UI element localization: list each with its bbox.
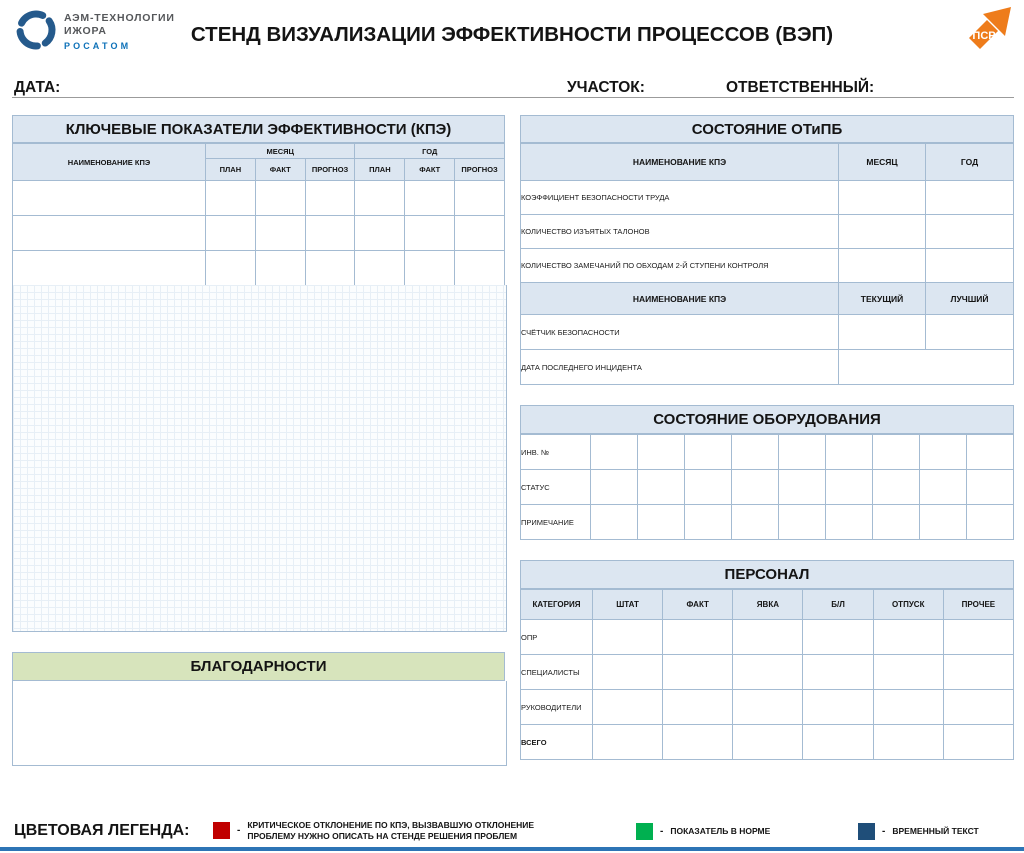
personnel-row-label: РУКОВОДИТЕЛИ — [521, 690, 593, 725]
empty-cell — [926, 181, 1014, 215]
empty-cell — [685, 470, 732, 505]
empty-cell — [826, 435, 873, 470]
legend-swatch-critical-icon — [213, 822, 230, 839]
empty-cell — [405, 216, 455, 251]
safety-row — [521, 181, 1014, 215]
safety-month-header: МЕСЯЦ — [839, 144, 926, 181]
responsible-label: ОТВЕТСТВЕННЫЙ: — [726, 79, 875, 96]
equipment-row — [521, 505, 1014, 540]
safety-row — [521, 215, 1014, 249]
personnel-total-label: ВСЕГО — [521, 725, 593, 760]
empty-cell — [593, 655, 663, 690]
safety-row-label: СЧЁТЧИК БЕЗОПАСНОСТИ — [521, 315, 839, 350]
bottom-accent-bar — [0, 847, 1024, 851]
personnel-table — [520, 589, 1014, 760]
empty-cell — [593, 725, 663, 760]
empty-cell — [926, 249, 1014, 283]
empty-cell — [206, 251, 256, 286]
empty-cell — [638, 505, 685, 540]
personnel-row — [521, 655, 1014, 690]
empty-cell — [663, 620, 733, 655]
personnel-row-label: СПЕЦИАЛИСТЫ — [521, 655, 593, 690]
legend-swatch-temporary-icon — [858, 823, 875, 840]
empty-cell — [206, 216, 256, 251]
empty-cell — [839, 249, 926, 283]
empty-cell — [663, 725, 733, 760]
personnel-fact-header: ФАКТ — [663, 590, 733, 620]
empty-cell — [593, 690, 663, 725]
empty-cell — [926, 315, 1014, 350]
kpi-name-cell — [13, 181, 206, 216]
gratitude-content-area — [12, 681, 507, 766]
personnel-sickleave-header: Б/Л — [803, 590, 873, 620]
rosatom-wordmark: РОСАТОМ — [64, 41, 132, 51]
empty-cell — [943, 725, 1013, 760]
kpi-row — [13, 181, 505, 216]
equipment-row-label: ПРИМЕЧАНИЕ — [521, 505, 591, 540]
kpi-month-header: МЕСЯЦ — [206, 144, 355, 159]
legend-dash: - — [237, 825, 241, 836]
personnel-other-header: ПРОЧЕЕ — [943, 590, 1013, 620]
kpi-name-cell — [13, 216, 206, 251]
empty-cell — [803, 690, 873, 725]
meta-underline — [12, 97, 1014, 98]
empty-cell — [685, 435, 732, 470]
legend-item-critical — [213, 820, 534, 841]
legend-title: ЦВЕТОВАЯ ЛЕГЕНДА: — [14, 822, 190, 839]
personnel-vacation-header: ОТПУСК — [873, 590, 943, 620]
kpi-row — [13, 216, 505, 251]
empty-cell — [839, 315, 926, 350]
equipment-section-title: СОСТОЯНИЕ ОБОРУДОВАНИЯ — [520, 405, 1014, 434]
empty-cell — [779, 435, 826, 470]
date-label: ДАТА: — [14, 79, 61, 96]
legend-text-critical — [247, 820, 534, 841]
empty-cell — [663, 690, 733, 725]
empty-cell — [839, 215, 926, 249]
empty-cell — [873, 725, 943, 760]
personnel-row — [521, 690, 1014, 725]
empty-cell — [305, 216, 355, 251]
empty-cell — [943, 620, 1013, 655]
empty-cell — [305, 251, 355, 286]
empty-cell — [593, 620, 663, 655]
safety-name-header: НАИМЕНОВАНИЕ КПЭ — [521, 144, 839, 181]
empty-cell — [732, 435, 779, 470]
safety-current-header: ТЕКУЩИЙ — [839, 283, 926, 315]
empty-cell — [206, 181, 256, 216]
personnel-attendance-header: ЯВКА — [733, 590, 803, 620]
empty-cell — [638, 470, 685, 505]
empty-cell — [873, 505, 920, 540]
company-name-line2: ИЖОРА — [64, 25, 107, 37]
legend-text-line2: ПРОБЛЕМУ НУЖНО ОПИСАТЬ НА СТЕНДЕ РЕШЕНИЯ ПРОБЛЕМ — [247, 830, 518, 841]
empty-cell — [733, 690, 803, 725]
safety-header-row — [521, 144, 1014, 181]
empty-cell — [405, 251, 455, 286]
personnel-row — [521, 620, 1014, 655]
empty-cell — [803, 725, 873, 760]
empty-cell — [826, 505, 873, 540]
safety-row-label: КОЛИЧЕСТВО ЗАМЕЧАНИЙ ПО ОБХОДАМ 2-Й СТУПЕНИ КОНТРОЛЯ — [521, 249, 839, 283]
empty-cell — [355, 181, 405, 216]
empty-cell — [405, 181, 455, 216]
personnel-category-header: КАТЕГОРИЯ — [521, 590, 593, 620]
legend-swatch-normal-icon — [636, 823, 653, 840]
kpi-month-fact-header: ФАКТ — [255, 159, 305, 181]
equipment-row — [521, 435, 1014, 470]
empty-cell — [779, 505, 826, 540]
empty-cell — [255, 216, 305, 251]
psr-logo-icon — [962, 5, 1014, 55]
legend-text-normal: ПОКАЗАТЕЛЬ В НОРМЕ — [670, 826, 771, 837]
safety-row-label: КОЭФФИЦИЕНТ БЕЗОПАСНОСТИ ТРУДА — [521, 181, 839, 215]
equipment-row-label: ИНВ. № — [521, 435, 591, 470]
empty-cell — [255, 251, 305, 286]
kpi-month-plan-header: ПЛАН — [206, 159, 256, 181]
empty-cell — [355, 216, 405, 251]
personnel-section-title: ПЕРСОНАЛ — [520, 560, 1014, 589]
safety-section-title: СОСТОЯНИЕ ОТиПБ — [520, 115, 1014, 143]
safety-counter-header-row — [521, 283, 1014, 315]
empty-cell — [455, 216, 505, 251]
company-name-line1: АЭМ-ТЕХНОЛОГИИ — [64, 12, 175, 24]
safety-row — [521, 249, 1014, 283]
equipment-row-label: СТАТУС — [521, 470, 591, 505]
empty-cell — [803, 620, 873, 655]
empty-cell — [943, 655, 1013, 690]
empty-cell — [732, 470, 779, 505]
empty-cell — [663, 655, 733, 690]
empty-cell — [732, 505, 779, 540]
kpi-year-header: ГОД — [355, 144, 505, 159]
psr-label: ПСР — [972, 30, 996, 42]
empty-cell — [591, 435, 638, 470]
empty-cell — [733, 655, 803, 690]
empty-cell — [779, 470, 826, 505]
safety-name-header2: НАИМЕНОВАНИЕ КПЭ — [521, 283, 839, 315]
kpi-row — [13, 251, 505, 286]
kpi-name-cell — [13, 251, 206, 286]
safety-row — [521, 350, 1014, 385]
empty-cell — [926, 215, 1014, 249]
empty-cell — [455, 181, 505, 216]
empty-cell — [873, 470, 920, 505]
safety-year-header: ГОД — [926, 144, 1014, 181]
equipment-row — [521, 470, 1014, 505]
safety-row-label: ДАТА ПОСЛЕДНЕГО ИНЦИДЕНТА — [521, 350, 839, 385]
empty-cell — [255, 181, 305, 216]
empty-cell — [591, 505, 638, 540]
empty-cell — [920, 505, 967, 540]
empty-cell — [943, 690, 1013, 725]
kpi-name-header: НАИМЕНОВАНИЕ КПЭ — [13, 144, 206, 181]
legend-text-line1: КРИТИЧЕСКОЕ ОТКЛОНЕНИЕ ПО КПЭ, ВЫЗВАВШУЮ ОТКЛОНЕНИЕ — [247, 820, 535, 830]
empty-cell — [920, 470, 967, 505]
empty-cell — [803, 655, 873, 690]
safety-row-label: КОЛИЧЕСТВО ИЗЪЯТЫХ ТАЛОНОВ — [521, 215, 839, 249]
empty-cell — [967, 470, 1014, 505]
empty-cell — [305, 181, 355, 216]
empty-cell — [638, 435, 685, 470]
empty-cell — [920, 435, 967, 470]
personnel-header-row — [521, 590, 1014, 620]
legend-dash: - — [882, 826, 886, 837]
empty-cell — [355, 251, 405, 286]
kpi-year-plan-header: ПЛАН — [355, 159, 405, 181]
empty-cell — [873, 690, 943, 725]
empty-cell — [873, 435, 920, 470]
kpi-chart-area — [12, 285, 507, 632]
gratitude-section-title: БЛАГОДАРНОСТИ — [12, 652, 505, 681]
kpi-section-title: КЛЮЧЕВЫЕ ПОКАЗАТЕЛИ ЭФФЕКТИВНОСТИ (КПЭ) — [12, 115, 505, 143]
legend-dash: - — [660, 826, 664, 837]
empty-cell — [685, 505, 732, 540]
kpi-year-fact-header: ФАКТ — [405, 159, 455, 181]
empty-cell — [967, 505, 1014, 540]
empty-cell — [839, 350, 1014, 385]
empty-cell — [967, 435, 1014, 470]
kpi-year-forecast-header: ПРОГНОЗ — [455, 159, 505, 181]
empty-cell — [733, 725, 803, 760]
personnel-total-row — [521, 725, 1014, 760]
empty-cell — [455, 251, 505, 286]
kpi-month-forecast-header: ПРОГНОЗ — [305, 159, 355, 181]
safety-best-header: ЛУЧШИЙ — [926, 283, 1014, 315]
empty-cell — [873, 655, 943, 690]
safety-row — [521, 315, 1014, 350]
kpi-table — [12, 143, 505, 286]
safety-table — [520, 143, 1014, 385]
empty-cell — [826, 470, 873, 505]
legend-item-temporary — [858, 823, 979, 840]
empty-cell — [873, 620, 943, 655]
legend-item-normal — [636, 823, 770, 840]
page-title: СТЕНД ВИЗУАЛИЗАЦИИ ЭФФЕКТИВНОСТИ ПРОЦЕССОВ (ВЭП) — [190, 23, 834, 46]
equipment-table — [520, 434, 1014, 540]
empty-cell — [591, 470, 638, 505]
area-label: УЧАСТОК: — [567, 79, 645, 96]
personnel-staff-header: ШТАТ — [593, 590, 663, 620]
personnel-row-label: ОПР — [521, 620, 593, 655]
empty-cell — [839, 181, 926, 215]
empty-cell — [733, 620, 803, 655]
legend-text-temporary: ВРЕМЕННЫЙ ТЕКСТ — [892, 826, 979, 837]
